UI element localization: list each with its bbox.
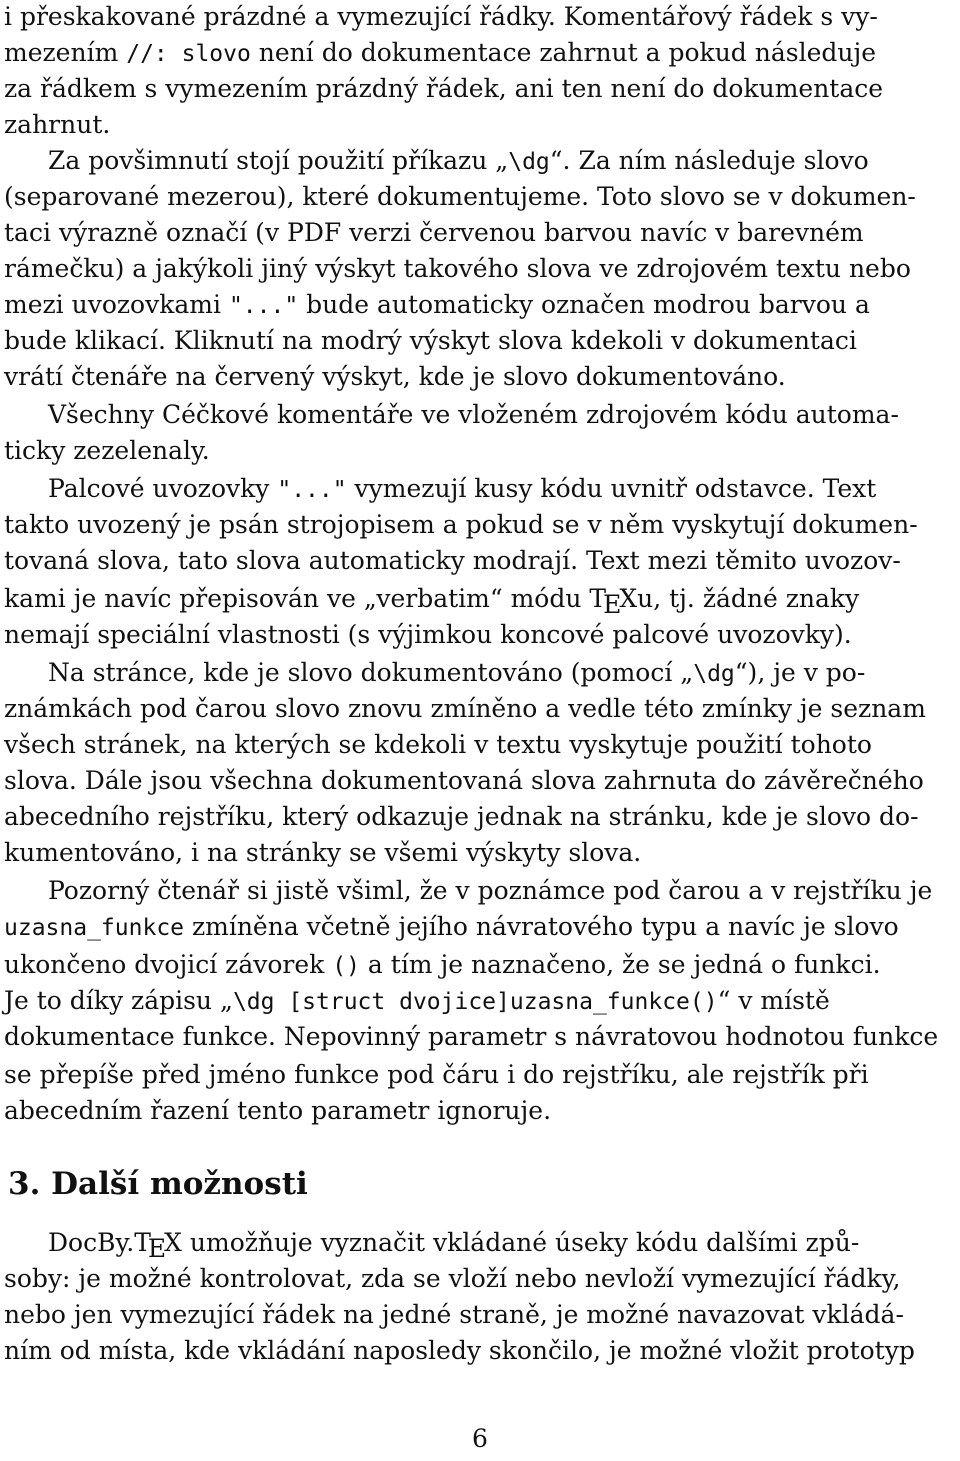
text-span: X umožňuje vyznačit vkládané úseky kódu dalšími způ- <box>164 1228 860 1257</box>
code-span: \dg [struct dvojice]uzasna_funkce() <box>232 989 718 1015</box>
text-line: Pozorný čtenář si jistě všiml, že v poznámce pod čarou a v rejstříku je <box>48 876 933 905</box>
page-number: 6 <box>472 1424 488 1453</box>
tex-logo-e: E <box>147 1234 167 1263</box>
text-line: rámečku) a jakýkoli jiný výskyt takového slova ve zdrojovém textu nebo <box>4 254 911 283</box>
text-line: taci výrazně označí (v PDF verzi červenou barvou navíc v barevném <box>4 218 864 247</box>
text-span: “ v místě <box>717 986 830 1015</box>
code-span: () <box>332 953 360 979</box>
text-line <box>4 948 881 982</box>
text-span: mezením <box>4 38 127 67</box>
text-line: ním od místa, kde vkládání naposledy skončilo, je možné vložit prototyp <box>4 1336 915 1365</box>
text-line <box>48 656 865 690</box>
section-number: 3. <box>8 1166 41 1202</box>
text-span: kami je navíc přepisován ve „verbatim“ módu T <box>4 584 607 613</box>
text-line: tovaná slova, tato slova automaticky modrají. Text mezi těmito uvozov- <box>4 546 901 575</box>
text-line: nebo jen vymezující řádek na jedné straně, je možné navazovat vkládá- <box>4 1300 904 1329</box>
text-line: (separované mezerou), které dokumentujeme. Toto slovo se v dokumen- <box>4 182 916 211</box>
text-line <box>4 582 860 619</box>
text-line <box>4 984 830 1018</box>
code-span: //: slovo <box>126 41 251 67</box>
text-line <box>48 144 869 178</box>
text-line: kumentováno, i na stránky se všemi výskyty slova. <box>4 838 642 867</box>
text-line: bude klikací. Kliknutí na modrý výskyt slova kdekoli v dokumentaci <box>4 326 857 355</box>
code-span: uzasna_funkce <box>4 915 185 941</box>
text-span: bude automaticky označen modrou barvou a <box>298 290 870 319</box>
text-line <box>48 1226 860 1263</box>
section-title: Další možnosti <box>51 1166 308 1202</box>
text-span: Na stránce, kde je slovo dokumentováno (pomocí „ <box>48 658 694 687</box>
text-span: vymezují kusy kódu uvnitř odstavce. Text <box>346 474 877 503</box>
text-line <box>4 36 876 70</box>
text-line <box>48 472 876 506</box>
code-span: "..." <box>228 293 299 319</box>
text-line: takto uvozený je psán strojopisem a pokud se v něm vyskytují dokumen- <box>4 510 918 539</box>
text-line: Všechny Céčkové komentáře ve vloženém zdrojovém kódu automa- <box>48 400 899 429</box>
text-line: zahrnut. <box>4 110 111 139</box>
text-line: abecedním řazení tento parametr ignoruje. <box>4 1096 552 1125</box>
text-span: ukončeno dvojicí závorek <box>4 950 333 979</box>
tex-logo-e: E <box>603 590 622 619</box>
code-span: "..." <box>277 477 347 503</box>
text-line: vrátí čtenáře na červený výskyt, kde je slovo dokumentováno. <box>4 362 786 391</box>
text-line <box>4 288 870 322</box>
code-span: \dg <box>508 149 550 175</box>
text-span: “. Za ním následuje slovo <box>549 146 869 175</box>
text-line <box>4 910 899 944</box>
text-line: abecedního rejstříku, který odkazuje jednak na stránku, kde je slovo do- <box>4 802 919 831</box>
text-span: Palcové uvozovky <box>48 474 278 503</box>
text-span: mezi uvozovkami <box>4 290 229 319</box>
text-span: Je to díky zápisu „ <box>4 986 233 1015</box>
section-heading <box>8 1164 308 1204</box>
text-span: zmíněna včetně jejího návratového typu a navíc je slovo <box>184 912 899 941</box>
text-line: i přeskakované prázdné a vymezující řádky. Komentářový řádek s vy- <box>4 2 878 31</box>
code-span: \dg <box>693 661 735 687</box>
text-line: dokumentace funkce. Nepovinný parametr s návratovou hodnotou funkce <box>4 1022 939 1051</box>
text-line: ticky zezelenaly. <box>4 436 210 465</box>
text-span: DocBy.T <box>48 1228 151 1257</box>
text-span: Xu, tj. žádné znaky <box>619 584 860 613</box>
text-span: “), je v po- <box>734 658 866 687</box>
text-line: známkách pod čarou slovo znovu zmíněno a vedle této zmínky je seznam <box>4 694 926 723</box>
text-span: a tím je naznačeno, že se jedná o funkci. <box>359 950 881 979</box>
text-line: se přepíše před jméno funkce pod čáru i do rejstříku, ale rejstřík při <box>4 1060 869 1089</box>
text-span: Za povšimnutí stojí použití příkazu „ <box>48 146 509 175</box>
text-line: soby: je možné kontrolovat, zda se vloží nebo nevloží vymezující řádky, <box>4 1264 901 1293</box>
text-line: všech stránek, na kterých se kdekoli v textu vyskytuje použití tohoto <box>4 730 872 759</box>
text-span: není do dokumentace zahrnut a pokud následuje <box>250 38 877 67</box>
text-line: slova. Dále jsou všechna dokumentovaná slova zahrnuta do závěrečného <box>4 766 924 795</box>
text-line: nemají speciální vlastnosti (s výjimkou koncové palcové uvozovky). <box>4 620 852 649</box>
text-line: za řádkem s vymezením prázdný řádek, ani ten není do dokumentace <box>4 74 884 103</box>
